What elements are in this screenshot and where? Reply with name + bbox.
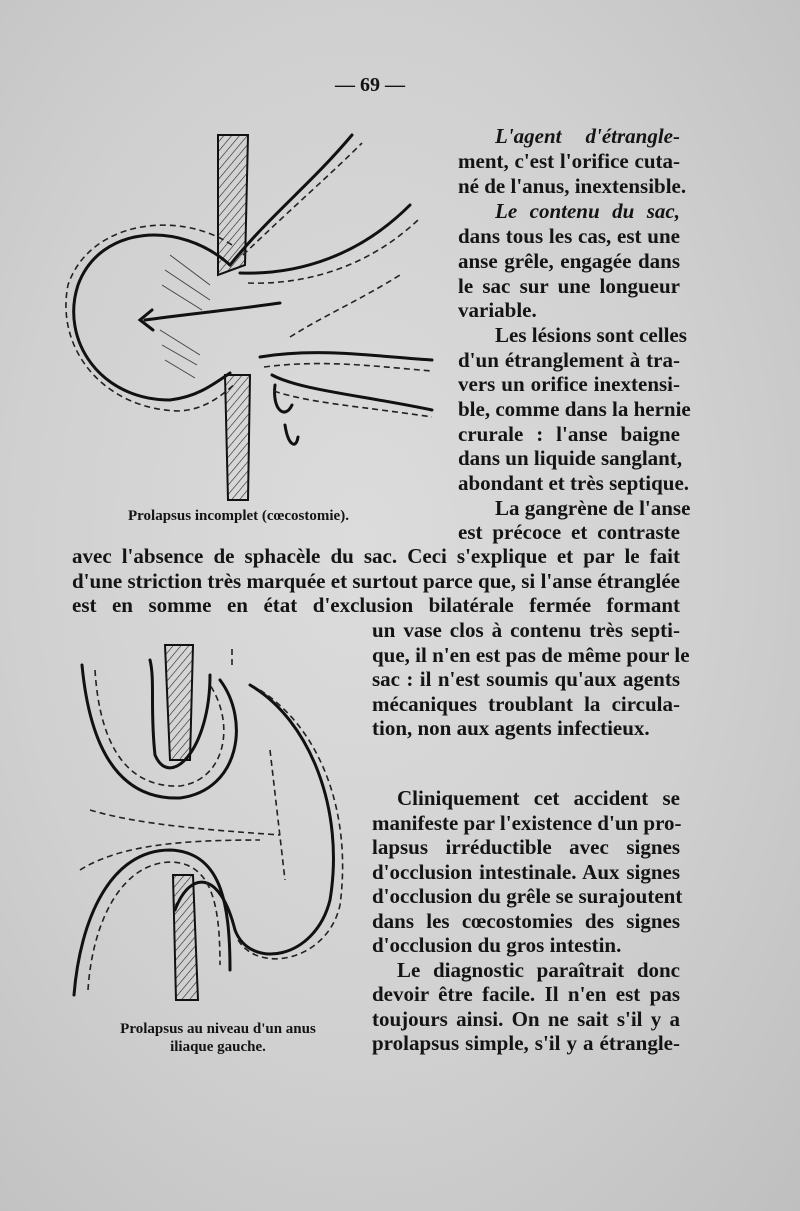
- text-line: d'occlusion du gros intestin.: [372, 933, 622, 957]
- figure-2-caption-line-1: Prolapsus au niveau d'un anus: [120, 1021, 316, 1037]
- text-line: d'occlusion intestinale. Aux signes: [372, 860, 680, 884]
- text-line: est précoce et contraste: [458, 520, 680, 544]
- text-line: d'un étranglement à tra-: [458, 348, 680, 372]
- text-line: devoir être facile. Il n'en est pas: [372, 982, 680, 1006]
- text-line: anse grêle, engagée dans: [458, 249, 680, 273]
- text-line: dans les cœcostomies des signes: [372, 909, 680, 933]
- text-line: La gangrène de l'anse: [495, 496, 691, 520]
- text-line: [495, 199, 680, 223]
- text-line: tion, non aux agents infectieux.: [372, 716, 650, 740]
- text-line: toujours ainsi. On ne sait s'il y a: [372, 1007, 680, 1031]
- text-line-italic: Le contenu du sac,: [495, 199, 680, 223]
- text-line: prolapsus simple, s'il y a étrangle-: [372, 1031, 680, 1055]
- text-line: que, il n'en est pas de même pour le: [372, 643, 690, 667]
- text-line-content: ment, c'est l'orifice cuta-: [458, 149, 680, 173]
- text-line: variable.: [458, 298, 537, 322]
- text-line: vers un orifice inextensi-: [458, 372, 680, 396]
- text-line: né de l'anus, inextensible.: [458, 174, 687, 198]
- text-line: d'une striction très marquée et surtout parce que, si l'anse étranglée: [72, 569, 680, 593]
- text-line: dans un liquide sanglant,: [458, 446, 683, 470]
- text-line: avec l'absence de sphacèle du sac. Ceci s'explique et par le fait: [72, 544, 680, 568]
- text-line: mécaniques troublant la circula-: [372, 692, 680, 716]
- text-line: Le diagnostic paraîtrait donc: [397, 958, 680, 982]
- figure-2-caption: [88, 1020, 348, 1056]
- text-line: d'occlusion du grêle se surajoutent: [372, 884, 683, 908]
- text-line: Cliniquement cet accident se: [397, 786, 680, 810]
- text-line: le sac sur une longueur: [458, 274, 680, 298]
- figure-prolapsus-iliaque: [60, 640, 360, 1010]
- text-line: abondant et très septique.: [458, 471, 690, 495]
- text-line: manifeste par l'existence d'un pro-: [372, 811, 682, 835]
- figure-1-caption: Prolapsus incomplet (cœcostomie).: [128, 508, 349, 524]
- text-line: Les lésions sont celles: [495, 323, 687, 347]
- text-line-italic: L'agent d'étrangle-: [495, 124, 680, 148]
- text-line: [458, 149, 680, 173]
- text-line: un vase clos à contenu très septi-: [372, 618, 680, 642]
- text-line: est en somme en état d'exclusion bilatérale fermée formant: [72, 593, 680, 617]
- text-line: ble, comme dans la hernie: [458, 397, 691, 421]
- text-line: sac : il n'est soumis qu'aux agents: [372, 667, 680, 691]
- text-line: dans tous les cas, est une: [458, 224, 680, 248]
- text-line: crurale : l'anse baigne: [458, 422, 680, 446]
- figure-2-caption-line-2: iliaque gauche.: [170, 1039, 266, 1055]
- text-line: lapsus irréductible avec signes: [372, 835, 680, 859]
- page-number: — 69 —: [335, 74, 405, 96]
- figure-prolapsus-incomplet: [60, 125, 440, 510]
- text-line: [495, 124, 680, 148]
